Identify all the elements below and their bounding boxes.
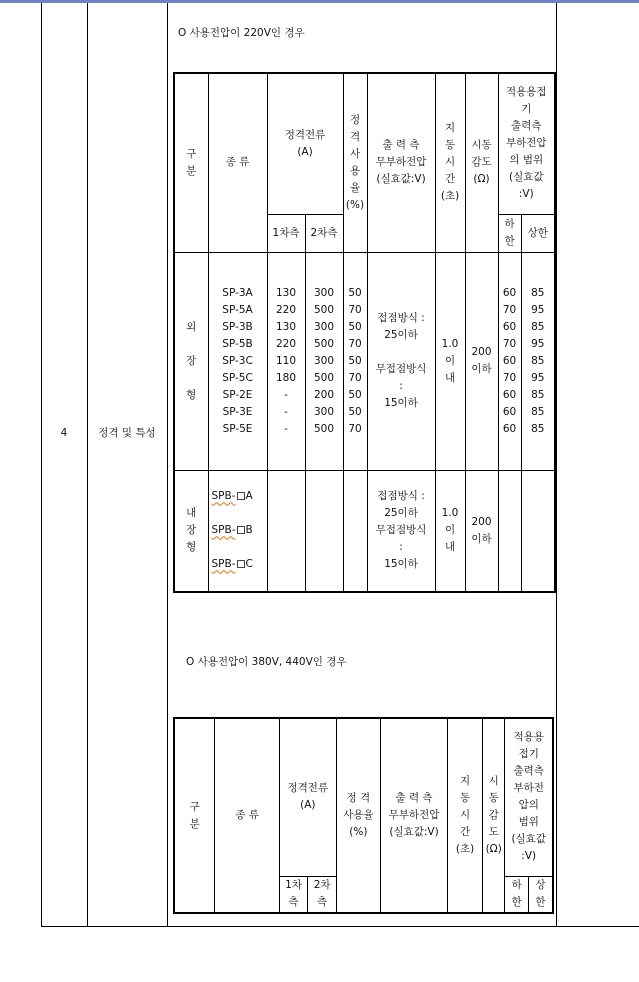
header-lower: 하 한 [498,214,521,252]
internal-primary [267,470,305,592]
s2-header-upper: 상 한 [528,876,553,913]
s2-header-lower: 하 한 [505,876,528,913]
frame-line-num [87,3,88,927]
header-start-sensitivity: 시동 감도 (Ω) [465,73,498,252]
external-secondary-list: 300 500 300 500 300 500 200 300 500 [305,252,343,470]
header-kind: 종 류 [208,73,267,252]
external-output-voltage: 접점방식 : 25이하 무접점방식 : 15이하 [367,252,435,470]
s2-header-start-sensitivity: 시 동 감 도 (Ω) [482,718,504,913]
s2-header-kind: 종 류 [215,718,279,913]
internal-secondary [305,470,343,592]
s2-header-rated-current: 정격전류 (A) [279,718,336,876]
internal-upper [521,470,555,592]
internal-usage [343,470,367,592]
internal-output-voltage: 접점방식 : 25이하 무접점방식 : 15이하 [367,470,435,592]
blank-square-icon [237,526,245,534]
blank-square-icon [237,492,245,500]
external-usage-list: 50 70 50 70 50 70 50 50 70 [343,252,367,470]
external-type-list: SP-3A SP-5A SP-3B SP-5B SP-3C SP-5C SP-2E SP-3E SP-5E [208,252,267,470]
row-number: 4 [60,427,68,439]
top-accent-bar [0,0,639,3]
s2-header-operate-time: 지 동 시 간 (초) [448,718,483,913]
s2-header-rated-usage: 정 격 사용율 (%) [336,718,380,913]
spec-table-380v-440v [173,717,554,914]
internal-type-label: 내 장 형 [174,470,208,592]
frame-line-right [556,3,557,927]
header-rated-usage: 정 격 사 용 율 (%) [343,73,367,252]
external-primary-list: 130 220 130 220 110 180 - - - [267,252,305,470]
external-start-sensitivity: 200 이하 [465,252,498,470]
s2-header-primary: 1차 측 [279,876,308,913]
internal-type-c: SPB- C [211,558,253,571]
external-operate-time: 1.0 이 내 [435,252,465,470]
header-applicable-range: 적용용접 기 출력측 부하전압 의 범위 (실효값 :V) [498,73,555,214]
header-operate-time: 지 동 시 간 (초) [435,73,465,252]
spec-table-220v [173,72,556,593]
internal-lower [498,470,521,592]
internal-operate-time: 1.0 이 내 [435,470,465,592]
header-upper: 상한 [521,214,555,252]
frame-line-item [167,3,168,927]
internal-type-list [208,470,267,592]
s2-header-applicable-range: 적용용 접기 출력측 부하전 압의 범위 (실효값 :V) [505,718,553,876]
section1-caption: O 사용전압이 220V인 경우 [178,27,305,39]
external-upper-list: 85 95 85 95 85 95 85 85 85 [521,252,555,470]
row-item-title: 정격 및 특성 [98,427,156,439]
frame-line-bottom [41,926,639,927]
header-output-voltage: 출 력 측 무부하전압 (실효값:V) [367,73,435,252]
header-rated-current: 정격전류 (A) [267,73,343,214]
s2-header-secondary: 2차 측 [308,876,337,913]
frame-line-left [41,3,42,927]
header-secondary: 2차측 [305,214,343,252]
external-lower-list: 60 70 60 70 60 70 60 60 60 [498,252,521,470]
section2-caption: O 사용전압이 380V, 440V인 경우 [186,656,347,668]
internal-type-b: SPB- B [211,524,253,537]
internal-start-sensitivity: 200 이하 [465,470,498,592]
header-primary: 1차측 [267,214,305,252]
s2-header-output-voltage: 출 력 측 무부하전압 (실효값:V) [380,718,447,913]
s2-header-gubun: 구 분 [174,718,215,913]
header-gubun: 구 분 [174,73,208,252]
blank-square-icon [237,560,245,568]
internal-type-a: SPB- A [211,490,253,503]
external-type-label: 외 장 형 [174,252,208,470]
